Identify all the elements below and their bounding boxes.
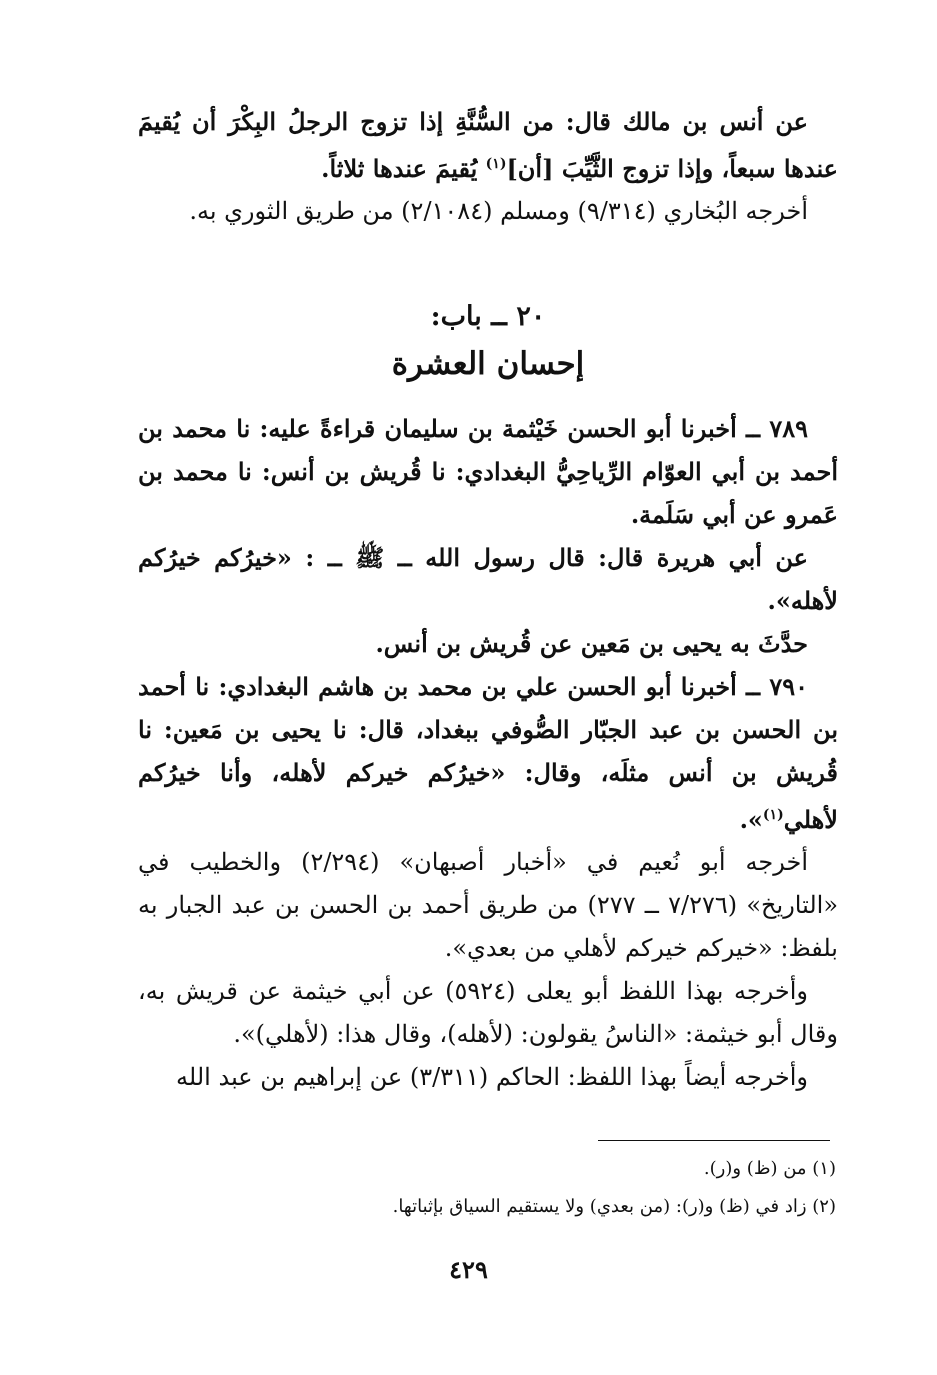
chapter-title: إحسان العشرة [391,346,585,382]
hadith-790 [138,665,838,841]
page-body [138,100,838,1099]
hadith-790-tail: ». [739,805,763,834]
takhrij-bukhari: أخرجه البُخاري (٩/٣١٤) ومسلم (٢/١٠٨٤) من طريق الثوري به. [189,197,808,225]
takhrij-abu-nuaym: أخرجه أبو نُعيم في «أخبار أصبهان» (٢/٢٩٤) والخطيب في «التاريخ» (٧/٢٧٦ ــ ٢٧٧) من طريق أحمد بن الحسن بن عبد الجبار به بلفظ: «خيركم خيركم لأهلي من بعدي». [138,848,839,962]
paragraph-anas-text: عن أنس بن مالك قال: من السُّنَّةِ إذا تزوج الرجلُ البِكْرَ أن يُقيمَ عندها سبعاً، وإذا تزوج الثَّيِّبَ [أن] [138,107,838,183]
takhrij-hakim: وأخرجه أيضاً بهذا اللفظ: الحاكم (٣/٣١١) عن إبراهيم بن عبد الله [176,1063,808,1091]
chapter-heading [138,295,838,389]
paragraph-anas-tail: يُقيمَ عندها ثلاثاً. [321,154,486,183]
footnote-1: (١) من (ظ) و(ر). [703,1158,836,1179]
hadith-789-matn: عن أبي هريرة قال: قال رسول الله ــ ﷺ ــ : «خيرُكم خيرُكم لأهله». [138,543,838,615]
paragraph-anas [138,100,838,190]
chapter-number: ٢٠ ــ باب: [430,301,546,332]
footnote-marker: (١) [762,807,784,823]
hadith-789-note: حدَّثَ به يحيى بن مَعين عن قُريش بن أنس. [375,629,808,658]
page-number: ٤٢٩ [449,1255,488,1284]
hadith-790-text: ٧٩٠ ــ أخبرنا أبو الحسن علي بن محمد بن هاشم البغدادي: نا أحمد بن الحسن بن عبد الجبّار الصُّوفي ببغداد، قال: نا يحيى بن مَعين: نا قُريش بن أنس مثلَه، وقال: «خيرُكم خيركم لأهله، وأنا خيرُكم لأهلي [138,672,838,834]
footnotes [300,1150,836,1226]
footnote-separator [598,1140,830,1141]
takhrij-abu-yala: وأخرجه بهذا اللفظ أبو يعلى (٥٩٢٤) عن أبي خيثمة عن قريش به، وقال أبو خيثمة: «الناسُ يقولون: (لأهله)، وقال هذا: (لأهلي)». [138,977,838,1048]
footnote-marker: (١) [485,156,507,172]
footnote-2: (٢) زاد في (ظ) و(ر): (من بعدي) ولا يستقيم السياق بإثباتها. [392,1196,836,1217]
hadith-789-isnad: ٧٨٩ ــ أخبرنا أبو الحسن خَيْثمة بن سليمان قراءةً عليه: نا محمد بن أحمد بن أبي العوّام الرِّياحِيُّ البغدادي: نا قُريش بن أنس: نا محمد بن عَمرو عن أبي سَلَمة. [138,414,838,529]
